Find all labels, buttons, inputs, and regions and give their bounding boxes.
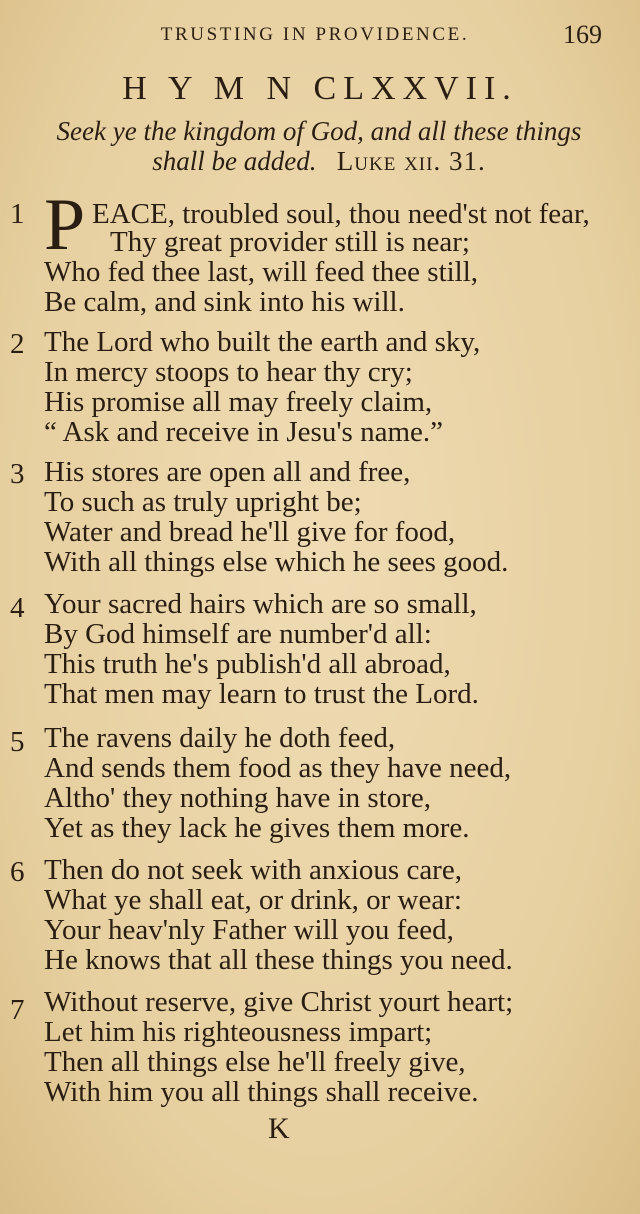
verse-line: With all things else which he sees good. <box>44 546 509 578</box>
signature-mark: K <box>268 1112 290 1145</box>
verse-line: Yet as they lack he gives them more. <box>44 812 470 844</box>
stanza-number: 5 <box>10 726 25 758</box>
verse-line: Your sacred hairs which are so small, <box>44 588 477 620</box>
verse-line: Your heav'nly Father will you feed, <box>44 914 454 946</box>
verse-line: Let him his righteousness impart; <box>44 1016 433 1048</box>
verse-line: In mercy stoops to hear thy cry; <box>44 356 413 388</box>
verse-line: Without reserve, give Christ yourt heart; <box>44 986 514 1018</box>
epigraph-line-2-text: shall be added. <box>152 146 317 176</box>
verse-line: Then do not seek with anxious care, <box>44 854 462 886</box>
page-number: 169 <box>563 20 602 49</box>
verse-line: Altho' they nothing have in store, <box>44 782 431 814</box>
epigraph-line-2 <box>14 146 624 176</box>
stanza-number: 6 <box>10 856 25 888</box>
epigraph <box>14 116 624 176</box>
stanza-number: 3 <box>10 458 25 490</box>
verse-line: His promise all may freely claim, <box>44 386 433 418</box>
hymn-title: H Y M N CLXXVII. <box>122 70 518 107</box>
epigraph-line-1: Seek ye the kingdom of God, and all these things <box>56 116 582 146</box>
verse-line: To such as truly upright be; <box>44 486 362 518</box>
stanza-number: 7 <box>10 994 25 1026</box>
verse-line: Water and bread he'll give for food, <box>44 516 456 548</box>
drop-cap: P <box>44 184 86 266</box>
verse-line: Who fed thee last, will feed thee still, <box>44 256 479 288</box>
verse-line: That men may learn to trust the Lord. <box>44 678 479 710</box>
verse-line: The ravens daily he doth feed, <box>44 722 396 754</box>
verse-line: Thy great provider still is near; <box>110 226 470 258</box>
verse-line: “ Ask and receive in Jesu's name.” <box>44 416 444 448</box>
running-title: TRUSTING IN PROVIDENCE. <box>160 24 470 45</box>
verse-line: What ye shall eat, or drink, or wear: <box>44 884 462 916</box>
verse-line: By God himself are number'd all: <box>44 618 432 650</box>
stanza-number: 4 <box>10 592 25 624</box>
verse-line: Then all things else he'll freely give, <box>44 1046 466 1078</box>
verse-line: Be calm, and sink into his will. <box>44 286 405 318</box>
stanza-number: 1 <box>10 198 25 230</box>
verse-line: EACE, troubled soul, thou need'st not fear, <box>92 198 590 230</box>
stanza-number: 2 <box>10 328 25 360</box>
verse-line: The Lord who built the earth and sky, <box>44 326 481 358</box>
verse-line: With him you all things shall receive. <box>44 1076 479 1108</box>
epigraph-reference: Luke xii. 31. <box>336 146 486 176</box>
verse-line: This truth he's publish'd all abroad, <box>44 648 451 680</box>
verse-line: And sends them food as they have need, <box>44 752 512 784</box>
verse-line: His stores are open all and free, <box>44 456 411 488</box>
verse-line: He knows that all these things you need. <box>44 944 513 976</box>
